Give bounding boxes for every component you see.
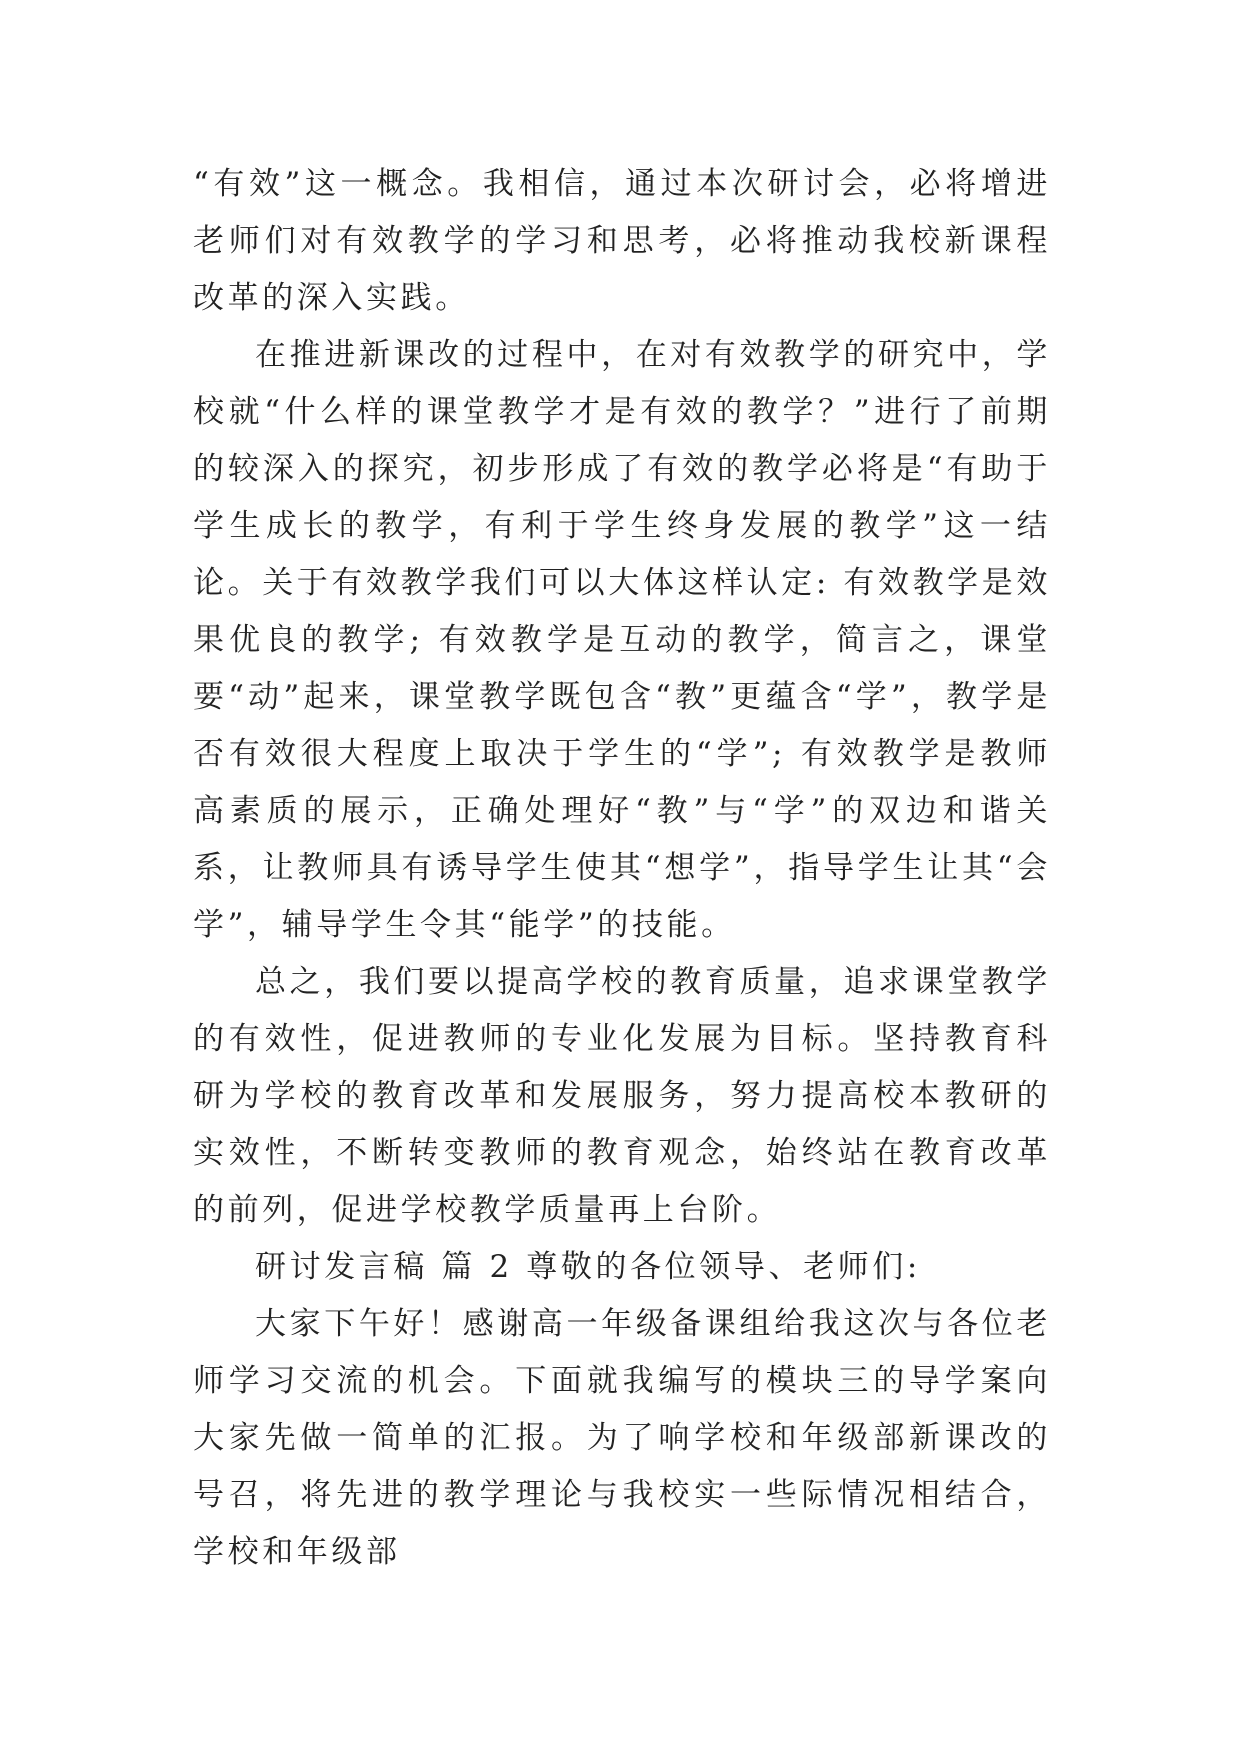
paragraph-greeting: 大家下午好！感谢高一年级备课组给我这次与各位老师学习交流的机会。下面就我编写的模块三的导学案向大家先做一简单的汇报。为了响学校和年级部新课改的号召，将先进的教学理论与我校实一些际情况相结合，学校和年级部 xyxy=(193,1306,1051,1570)
paragraph-conclusion: 总之，我们要以提高学校的教育质量，追求课堂教学的有效性，促进教师的专业化发展为目标。坚持教育科研为学校的教育改革和发展服务，努力提高校本教研的实效性，不断转变教师的教育观念，始终站在教育改革的前列，促进学校教学质量再上台阶。 xyxy=(193,964,1051,1228)
section-heading-speech-2: 研讨发言稿 篇 2 尊敬的各位领导、老师们: xyxy=(255,1249,921,1285)
document-body xyxy=(193,156,1051,1581)
paragraph-continuation: “有效”这一概念。我相信，通过本次研讨会，必将增进老师们对有效教学的学习和思考，必将推动我校新课程改革的深入实践。 xyxy=(193,166,1051,316)
paragraph-effective-teaching: 在推进新课改的过程中，在对有效教学的研究中，学校就“什么样的课堂教学才是有效的教学？”进行了前期的较深入的探究，初步形成了有效的教学必将是“有助于学生成长的教学，有利于学生终身发展的教学”这一结论。关于有效教学我们可以大体这样认定: 有效教学是效果优良的教学; 有效教学是互动的教学，简言之，课堂要“动”起来，课堂教学既包含“教”更蕴含“学”，教学是否有效很大程度上取决于学生的“学”; 有效教学是教师高素质的展示，正确处理好“教”与“学”的双边和谐关系，让教师具有诱导学生使其“想学”，指导学生让其“会学”，辅导学生令其“能学”的技能。 xyxy=(193,337,1051,943)
